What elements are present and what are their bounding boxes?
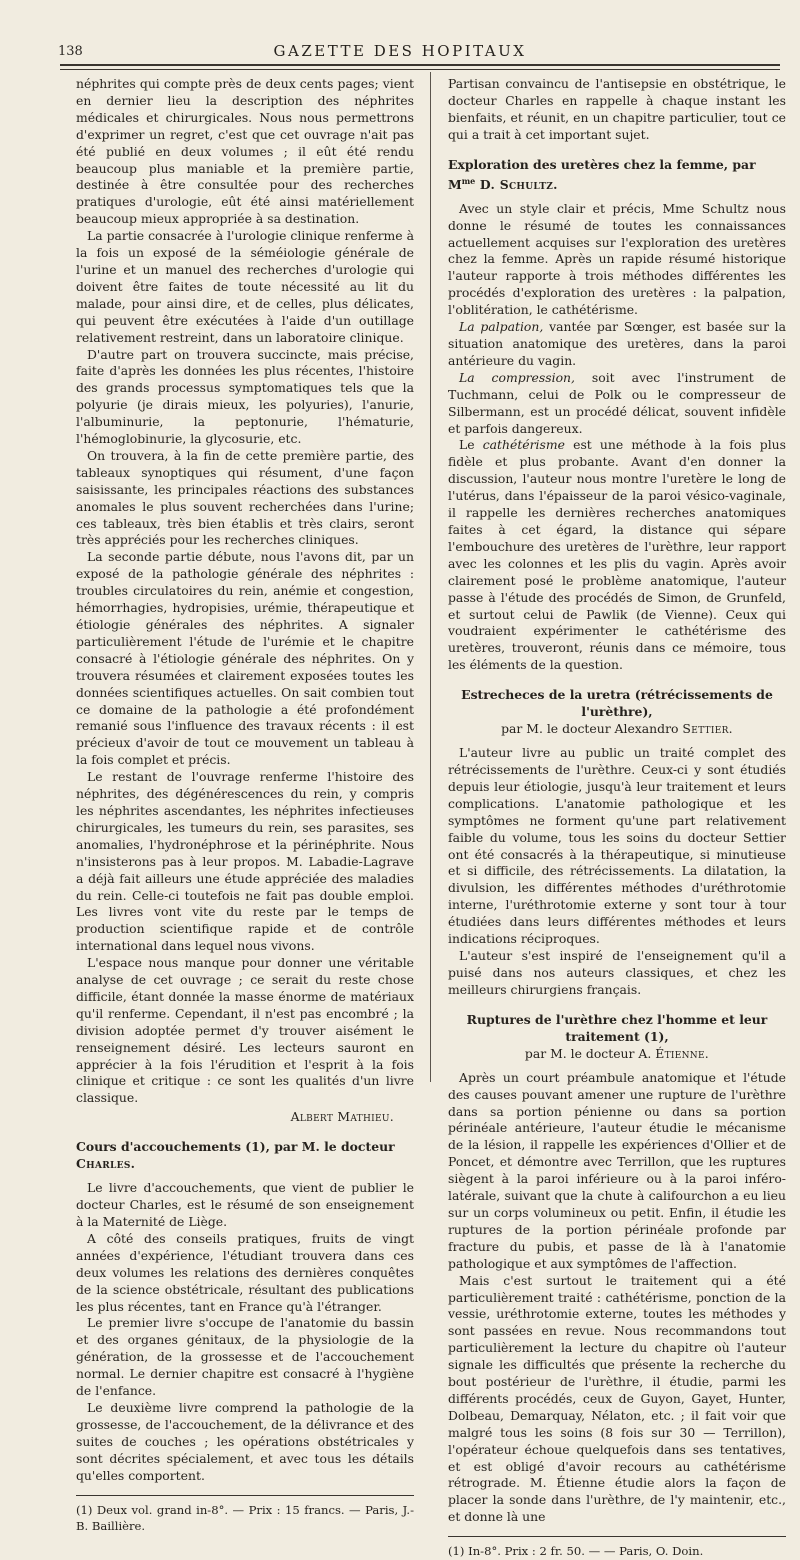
paragraph: L'espace nous manque pour donner une véritable analyse de cet ouvrage ; ce serait du reste chose difficile, étant donnée la masse énorme de matériaux qu'il renferme. Cependant, il n'est pas encombré ; la division adoptée permet d'y trouver aisément le renseignement désiré. Les lecteurs sauront en apprécier à la fois l'érudition et l'esprit à la fois clinique et critique : ce sont les qualités d'un livre classique. (76, 955, 414, 1106)
paragraph: La partie consacrée à l'urologie clinique renferme à la fois un exposé de la séméiologie générale de l'urine et un manuel des recherches d'urologie qui doivent être faites de toute nécessité au lit du malade, pour ainsi dire, et de celles, plus délicates, qui peuvent être exécutées à l'aide d'un outillage relativement restreint, dans un laboratoire clinique. (76, 228, 414, 345)
review-heading-ureteres: Exploration des uretères chez la femme, par $M^{me}$ D. Schultz. (448, 156, 756, 192)
column-divider (430, 72, 431, 1082)
paragraph: Partisan convaincu de l'antisepsie en obstétrique, le docteur Charles en rappelle à chaque instant les bienfaits, et réunit, en un chapitre particulier, tout ce qui a trait à cet important sujet. (448, 76, 786, 142)
author-signature: Albert Mathieu. (290, 1109, 394, 1125)
paragraph: Le cathétérisme est une méthode à la fois plus fidèle et plus probante. Avant d'en donner la discussion, l'auteur nous montre l'uretère le long de l'utérus, dans l'épaisseur de la paroi vésico-vaginale, il rappelle les dernières recherches anatomiques faites à cet égard, la distance qui sépare l'embouchure des uretères de l'urèthre, leur rapport avec les colonnes et les plis du vagin. Après avoir clairement posé le problème anatomique, l'auteur passe à l'étude des procédés de Simon, de Grunfeld, et surtout celui de Pawlik (de Vienne). Ceux qui voudraient expérimenter le cathétérisme des uretères, trouveront, réunis dans ce mémoire, tous les éléments de la question. (448, 437, 787, 673)
paragraph: La palpation, vantée par Sœnger, est basée sur la situation anatomique des uretères, dans la paroi antérieure du vagin. (448, 319, 787, 368)
paragraph: On trouvera, à la fin de cette première partie, des tableaux synoptiques qui résument, d'une façon saisissante, les principales réactions des substances anomales le plus souvent recherchées dans l'urine; ces tableaux, très bien établis et très clairs, seront très appréciés pour les recherches cliniques. (76, 447, 414, 548)
paragraph: L'auteur s'est inspiré de l'enseignement qu'il a puisé dans nos auteurs classiques, et chez les meilleurs chirurgiens français. (448, 948, 786, 997)
paragraph: D'autre part on trouvera succincte, mais précise, faite d'après les données les plus récentes, l'histoire des grands processus symptomatiques tels que la polyurie (je dirais mieux, les polyuries), l'anurie, l'albuminurie, la peptonurie, l'hématurie, l'hémoglobinurie, la glycosurie, etc. (76, 346, 414, 447)
paragraph: Le restant de l'ouvrage renferme l'histoire des néphrites, des dégénérescences du rein, y compris les néphrites ascendantes, les néphrites infectieuses chirurgicales, les tumeurs du rein, ses parasites, ses anomalies, l'hydronéphrose et la périnéphrite. Nous n'insisterons pas à leur propos. M. Labadie-Lagrave a déjà fait ailleurs une étude appréciée des maladies du rein. Celle-ci toutefois ne fait pas double emploi. Les livres vont vite du reste par le temps de production scientifique rapide et de contrôle international dans lequel nous vivons. (76, 769, 414, 954)
running-head: GAZETTE DES HOPITAUX (273, 42, 527, 60)
paragraph: La compression, soit avec l'instrument de Tuchmann, celui de Polk ou le compresseur de Silbermann, est un procédé délicat, souvent infidèle et parfois dangereux. (448, 369, 786, 436)
paragraph: Le premier livre s'occupe de l'anatomie du bassin et des organes génitaux, de la physiologie de la génération, de la grossesse et de l'accouchement normal. Le dernier chapitre est consacré à l'hygiène de l'enfance. (76, 1315, 414, 1399)
page-number: 138 (58, 44, 83, 59)
review-heading-ruptures: Ruptures de l'urèthre chez l'homme et leur traitement (1), par M. le docteur A. Étienne. (466, 1011, 768, 1061)
review-heading-retrecissements: Estrecheces de la uretra (rétrécissements de l'urèthre), par M. le docteur Alexandro Settier. (461, 687, 773, 737)
paragraph: L'auteur livre au public un traité complet des rétrécissements de l'urèthre. Ceux-ci y sont étudiés depuis leur étiologie, jusqu'à leur traitement et leurs complications. L'anatomie pathologique et les symptômes ne forment qu'une part relativement faible du volume, tous les soins du docteur Settier ont été consacrés à la thérapeutique, si minutieuse et si difficile, des rétrécissements. La dilatation, la divulsion, les différentes méthodes d'uréthrotomie interne, l'uréthrotomie externe y sont tour à tour étudiées dans leurs différentes méthodes et leurs indications réciproques. (448, 745, 786, 947)
paragraph: Mais c'est surtout le traitement qui a été particulièrement traité : cathétérisme, ponction de la vessie, uréthrotomie externe, toutes les méthodes y sont passées en revue. Nous recommandons tout particulièrement la lecture du chapitre où l'auteur signale les difficultés que présente la recherche du bout postérieur de l'urèthre, il étudie, parmi les différents procédés, ceux de Guyon, Gayet, Hunter, Dolbeau, Demarquay, Nélaton, etc. ; il fait voir que malgré tous les soins (8 fois sur 30 — Terrillon), l'opérateur échoue quelquefois dans ses tentatives, et est obligé d'avoir recours au cathétérisme rétrograde. M. Étienne étudie alors la façon de placer la sonde dans l'urèthre, de l'y maintenir, etc., et donne là une (448, 1272, 786, 1525)
paragraph: Le deuxième livre comprend la pathologie de la grossesse, de l'accouchement, de la délivrance et des suites de couches ; les opérations obstétricales y sont décrites spécialement, et avec tous les détails qu'elles comportent. (76, 1399, 414, 1483)
left-column (76, 76, 414, 1534)
right-column (448, 76, 787, 1559)
review-heading-accouchements: Cours d'accouchements (1), par M. le docteur Charles. (76, 1139, 395, 1172)
paragraph: A côté des conseils pratiques, fruits de vingt années d'expérience, l'étudiant trouvera dans ces deux volumes les relations des dernières conquêtes de la science obstétricale, résultant des publications les plus récentes, tant en France qu'à l'étranger. (76, 1230, 414, 1314)
paragraph: Après un court préambule anatomique et l'étude des causes pouvant amener une rupture de l'urèthre dans sa portion pénienne ou dans sa portion périnéale antérieure, l'auteur étudie le mécanisme de la lésion, il rappelle les expériences d'Ollier et de Poncet, et démontre avec Terrillon, que les ruptures siègent à la paroi inférieure ou à la paroi inféro-latérale, suivant que la chute à califourchon a eu lieu sur un corps volumineux ou petit. Enfin, il étudie les ruptures de la portion périnéale profonde par fracture du pubis, et passe de là à l'anatomie pathologique et aux symptômes de l'affection. (448, 1069, 786, 1271)
footnote: (1) In-8°. Prix : 2 fr. 50. — — Paris, O. Doin. (448, 1544, 704, 1559)
footnote: (1) Deux vol. grand in-8°. — Prix : 15 francs. — Paris, J.-B. Baillière. (76, 1502, 414, 1534)
footnote-rule (448, 1536, 786, 1537)
paragraph: La seconde partie débute, nous l'avons dit, par un exposé de la pathologie générale des néphrites : troubles circulatoires du rein, anémie et congestion, hémorrhagies, hydropisies, urémie, thérapeutique et étiologie générales des néphrites. A signaler particulièrement l'étude de l'urémie et le chapitre consacré à l'étiologie générale des néphrites. On y trouvera résumées et clairement exposées toutes les données scientifiques actuelles. On sait combien tout ce domaine de la pathologie a été profondément remanié sous l'influence des travaux récents : il est précieux d'avoir de tout ce mouvement un tableau à la fois complet et précis. (76, 549, 414, 768)
paragraph: Avec un style clair et précis, Mme Schultz nous donne le résumé de toutes les connaissances actuellement acquises sur l'exploration des uretères chez la femme. Après un rapide résumé historique l'auteur rapporte à trois méthodes différentes les procédés d'exploration des uretères : la palpation, l'oblitération, le cathétérisme. (448, 200, 786, 318)
footnote-rule (76, 1495, 414, 1496)
header-rule (60, 64, 780, 70)
paragraph: Le livre d'accouchements, que vient de publier le docteur Charles, est le résumé de son enseignement à la Maternité de Liège. (76, 1180, 414, 1229)
paragraph: néphrites qui compte près de deux cents pages; vient en dernier lieu la description des néphrites médicales et chirurgicales. Nous nous permettrons d'exprimer un regret, c'est que cet ouvrage n'ait pas été publié en deux volumes ; il eût été rendu beaucoup plus maniable et la première partie, destinée à être consultée pour des recherches pratiques d'urologie, eût été ainsi matériellement beaucoup mieux appropriée à sa destination. (76, 76, 414, 227)
